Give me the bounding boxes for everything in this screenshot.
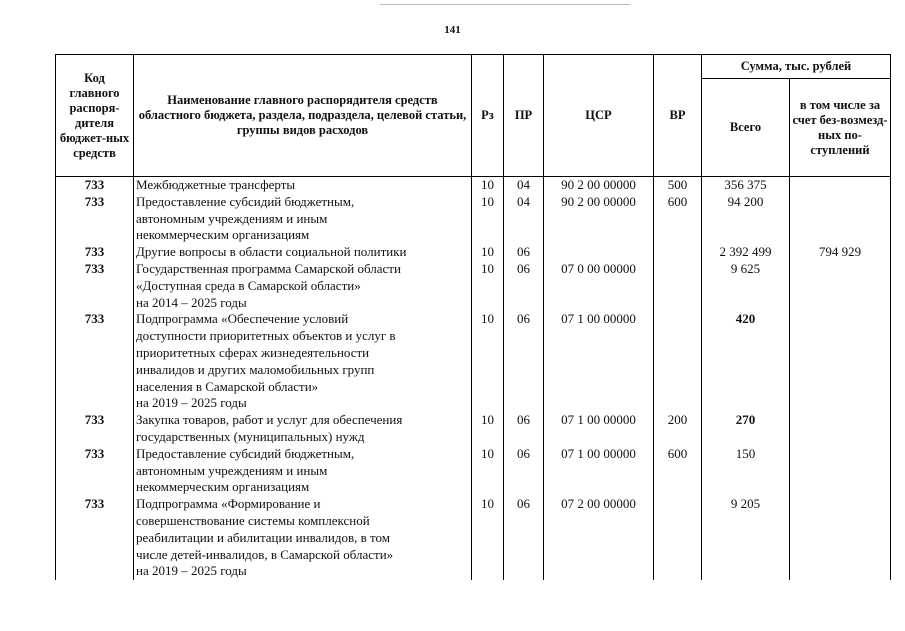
cell-total: 420 — [702, 311, 790, 412]
header-csr: ЦСР — [544, 55, 654, 177]
cell-free: 794 929 — [790, 244, 891, 261]
cell-total: 150 — [702, 446, 790, 496]
cell-free — [790, 194, 891, 244]
cell-csr: 90 2 00 00000 — [544, 177, 654, 194]
header-sum: Сумма, тыс. рублей — [702, 55, 891, 79]
cell-rz: 10 — [472, 446, 504, 496]
cell-vr — [654, 244, 702, 261]
cell-pr: 06 — [504, 412, 544, 446]
table-row — [56, 311, 891, 412]
cell-name — [134, 496, 472, 580]
cell-csr: 90 2 00 00000 — [544, 194, 654, 244]
cell-name — [134, 261, 472, 311]
name-line: на 2014 – 2025 годы — [136, 294, 247, 310]
header-pr: ПР — [504, 55, 544, 177]
name-line: на 2019 – 2025 годы — [136, 395, 247, 411]
cell-vr: 200 — [654, 412, 702, 446]
cell-code: 733 — [56, 446, 134, 496]
header-code: Код главного распоря-дителя бюджет-ных средств — [56, 55, 134, 177]
cell-csr: 07 1 00 00000 — [544, 311, 654, 412]
cell-total: 9 205 — [702, 496, 790, 580]
cell-free — [790, 177, 891, 194]
cell-csr — [544, 244, 654, 261]
page-number: 141 — [444, 24, 461, 36]
cell-name — [134, 446, 472, 496]
cell-name — [134, 194, 472, 244]
cell-name — [134, 311, 472, 412]
cell-vr: 600 — [654, 194, 702, 244]
table-row — [56, 177, 891, 194]
name-line: Предоставление субсидий бюджетным, — [136, 445, 355, 461]
cell-name — [134, 412, 472, 446]
name-line: совершенствование системы комплексной — [136, 512, 370, 528]
name-line: приоритетных сферах жизнедеятельности — [136, 344, 370, 360]
cell-code: 733 — [56, 311, 134, 412]
cell-csr: 07 1 00 00000 — [544, 446, 654, 496]
cell-code: 733 — [56, 194, 134, 244]
cell-csr: 07 2 00 00000 — [544, 496, 654, 580]
cell-csr: 07 0 00 00000 — [544, 261, 654, 311]
cell-free — [790, 446, 891, 496]
cell-free — [790, 496, 891, 580]
cell-total: 9 625 — [702, 261, 790, 311]
cell-code: 733 — [56, 177, 134, 194]
cell-vr — [654, 496, 702, 580]
header-rz: Рз — [472, 55, 504, 177]
table-body — [56, 177, 891, 581]
cell-pr: 06 — [504, 496, 544, 580]
table-row — [56, 412, 891, 446]
name-line: числе детей-инвалидов, в Самарской области» — [136, 546, 394, 562]
cell-total: 270 — [702, 412, 790, 446]
name-line: инвалидов и других маломобильных групп — [136, 361, 375, 377]
cell-total: 356 375 — [702, 177, 790, 194]
cell-code: 733 — [56, 496, 134, 580]
name-line: «Доступная среда в Самарской области» — [136, 277, 361, 293]
name-line: Предоставление субсидий бюджетным, — [136, 193, 355, 209]
table-row — [56, 261, 891, 311]
cell-free — [790, 311, 891, 412]
name-line: автономным учреждениям и иным — [136, 462, 328, 478]
cell-pr: 04 — [504, 194, 544, 244]
cell-rz: 10 — [472, 496, 504, 580]
cell-code: 733 — [56, 412, 134, 446]
name-line: Закупка товаров, работ и услуг для обеспечения — [136, 412, 403, 428]
name-line: на 2019 – 2025 годы — [136, 563, 247, 579]
cell-rz: 10 — [472, 177, 504, 194]
cell-free — [790, 261, 891, 311]
header-free: в том числе за счет без-возмезд-ных по-ступлений — [790, 79, 891, 177]
name-line: населения в Самарской области» — [136, 378, 319, 394]
cell-csr: 07 1 00 00000 — [544, 412, 654, 446]
cell-code: 733 — [56, 244, 134, 261]
table-row — [56, 244, 891, 261]
name-line: государственных (муниципальных) нужд — [136, 428, 365, 444]
name-line: Другие вопросы в области социальной политики — [136, 244, 407, 260]
table-row — [56, 446, 891, 496]
name-line: автономным учреждениям и иным — [136, 210, 328, 226]
cell-vr — [654, 311, 702, 412]
cell-pr: 06 — [504, 446, 544, 496]
cell-free — [790, 412, 891, 446]
name-line: Межбюджетные трансферты — [136, 177, 296, 192]
cell-pr: 06 — [504, 311, 544, 412]
top-rule — [380, 4, 630, 5]
header-total: Всего — [702, 79, 790, 177]
table-header — [56, 55, 891, 177]
name-line: некоммерческим организациям — [136, 227, 310, 243]
name-line: реабилитации и абилитации инвалидов, в том — [136, 529, 391, 545]
cell-rz: 10 — [472, 311, 504, 412]
header-name: Наименование главного распорядителя средств областного бюджета, раздела, подраздела, целевой статьи, группы видов расходов — [134, 55, 472, 177]
table-row — [56, 496, 891, 580]
name-line: доступности приоритетных объектов и услуг в — [136, 328, 396, 344]
cell-pr: 06 — [504, 261, 544, 311]
header-vr: ВР — [654, 55, 702, 177]
cell-pr: 04 — [504, 177, 544, 194]
cell-vr — [654, 261, 702, 311]
cell-total: 2 392 499 — [702, 244, 790, 261]
cell-rz: 10 — [472, 244, 504, 261]
cell-vr: 600 — [654, 446, 702, 496]
cell-pr: 06 — [504, 244, 544, 261]
name-line: Подпрограмма «Формирование и — [136, 496, 321, 512]
cell-rz: 10 — [472, 194, 504, 244]
cell-vr: 500 — [654, 177, 702, 194]
cell-name — [134, 244, 472, 261]
cell-name — [134, 177, 472, 194]
name-line: Подпрограмма «Обеспечение условий — [136, 311, 349, 327]
budget-table — [55, 54, 891, 580]
cell-total: 94 200 — [702, 194, 790, 244]
cell-rz: 10 — [472, 261, 504, 311]
cell-rz: 10 — [472, 412, 504, 446]
name-line: Государственная программа Самарской области — [136, 260, 401, 276]
table-row — [56, 194, 891, 244]
cell-code: 733 — [56, 261, 134, 311]
name-line: некоммерческим организациям — [136, 479, 310, 495]
